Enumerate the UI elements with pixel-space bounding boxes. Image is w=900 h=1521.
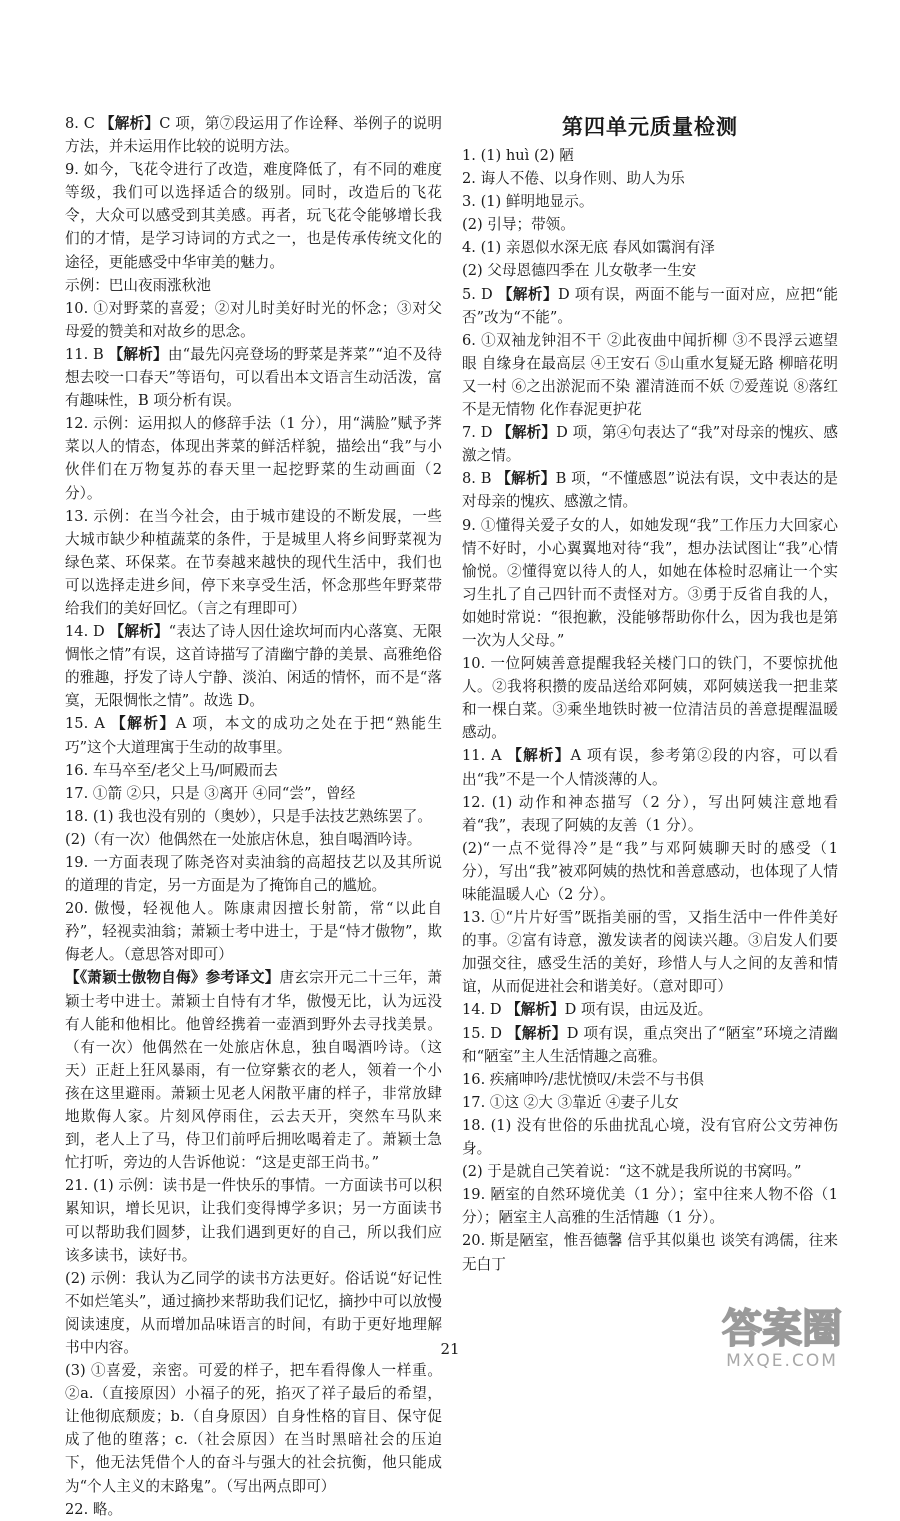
right-column	[462, 112, 838, 1276]
answer-item: 示例：巴山夜雨涨秋池	[65, 276, 211, 294]
left-column	[65, 112, 442, 1521]
answer-item: 8. C 【解析】C 项，第⑦段运用了作诠释、举例子的说明方法，并未运用作比较的说明方法。	[65, 115, 442, 156]
answer-item: 22. 略。	[65, 1500, 123, 1518]
page-number: 21	[440, 1340, 460, 1358]
translation-passage: 20. 斯是陋室，惟吾德馨 信乎其似巢也 谈笑有鸿儒，往来无白丁	[462, 1232, 838, 1273]
answer-item: 3. (1) 鲜明地显示。	[462, 193, 594, 211]
watermark-logo	[704, 1296, 860, 1372]
answer-item: 9. ①懂得关爱子女的人，如她发现“我”工作压力大回家心情不好时，小心翼翼地对待“我”，想办法试图让“我”心情愉悦。②懂得宽以待人的人，如她在体检时忍痛让一个实习生扎了自己四针而不责怪对方。③勇于反省自我的人，如她时常说：“很抱歉，没能够帮助你什么，因为我也是第一次为人父母。”	[462, 516, 838, 649]
answer-item: (2) 示例：我认为乙同学的读书方法更好。俗话说“好记性不如烂笔头”，通过摘抄来帮助我们记忆，摘抄中可以放慢阅读速度，从而增加品味语言的时间，有助于更好地理解书中内容。	[65, 1269, 442, 1356]
answer-item: (3) ①喜爱，亲密。可爱的样子，把车看得像人一样重。②a.（直接原因）小福子的死，掐灭了祥子最后的希望，让他彻底颓废；b.（自身原因）自身性格的盲目、保守促成了他的堕落；c.（社会原因）在当时黑暗社会的压迫下，他无法凭借个人的奋斗与强大的社会抗衡，他只能成为“个人主义的末路鬼”。（写出两点即可）	[65, 1362, 442, 1495]
answer-item: 18. (1) 没有世俗的乐曲扰乱心境，没有官府公文劳神伤身。	[462, 1116, 838, 1158]
answer-item: 18. (1) 我也没有别的（奥妙），只是手法技艺熟练罢了。	[65, 807, 432, 825]
analysis-tag: 【解析】	[99, 115, 160, 132]
answer-item: 14. D 【解析】“表达了诗人因仕途坎坷而内心落寞、无限惆怅之情”有误，这首诗描写了清幽宁静的美景、高雅绝俗的雅趣，抒发了诗人宁静、淡泊、闲适的情怀，而不是“落寞，无限惆怅之情”。故选 D。	[65, 623, 442, 710]
answer-item: 10. 一位阿姨善意提醒我轻关楼门口的铁门，不要惊扰他人。②我将积攒的废品送给邓阿姨，邓阿姨送我一把韭菜和一棵白菜。③乘坐地铁时被一位清洁员的善意提醒温暖感动。	[462, 655, 838, 742]
analysis-tag: 【解析】	[506, 1024, 567, 1042]
answer-item: 16. 疾痛呻吟/悲忧愤叹/未尝不与书俱	[462, 1070, 704, 1088]
answer-item: 9. 如今，飞花令进行了改造，难度降低了，有不同的难度等级，我们可以选择适合的级别。同时，改造后的飞花令，大众可以感受到其美感。再者，玩飞花令能够增长我们的才情，是学习诗词的方式之一，也是传承传统文化的途径，更能感受中华审美的魅力。	[65, 161, 442, 271]
analysis-tag: 【《萧颖士傲物自侮》参考译文】	[65, 969, 280, 987]
answer-item: 11. B 【解析】由“最先闪亮登场的野菜是荠菜”“迫不及待想去咬一口春天”等语句，可以看出本文语言生动活泼，富有趣味性，B 项分析有误。	[65, 345, 442, 410]
answer-item: 1. (1) huì (2) 陋	[462, 147, 574, 164]
analysis-tag: 【解析】	[507, 747, 571, 765]
answer-item: 12. (1) 动作和神态描写（2 分），写出阿姨注意地看着“我”，表现了阿姨的友善（1 分）。	[462, 793, 838, 834]
answer-item: 16. 车马卒至/老父上马/呵殿而去	[65, 761, 278, 779]
answer-item: (2)（有一次）他偶然在一处旅店休息，独自喝酒吟诗。	[65, 830, 422, 848]
answer-item: 13. 示例：在当今社会，由于城市建设的不断发展，一些大城市缺少种植蔬菜的条件，于是城里人将乡间野菜视为绿色菜、环保菜。在节奏越来越快的现代生活中，我们也可以选择走进乡间，停下来享受生活，怀念那些年野菜带给我们的美好回忆。（言之有理即可）	[65, 507, 442, 617]
answer-item: 21. (1) 示例：读书是一件快乐的事情。一方面读书可以积累知识，增长见识，让我们变得博学多识；另一方面读书可以帮助我们圆梦，让我们遇到更好的自己，所以我们应该多读书，读好书。	[65, 1177, 442, 1264]
analysis-tag: 【解析】	[108, 345, 168, 363]
translation-passage: 【《萧颖士傲物自侮》参考译文】唐玄宗开元二十三年，萧颖士考中进士。萧颖士自恃有才华，傲慢无比，认为远没有人能和他相比。他曾经携着一壶酒到野外去寻找美景。（有一次）他偶然在一处旅店休息，独自喝酒吟诗。（这天）正赶上狂风暴雨，有一位穿紫衣的老人，领着一个小孩在这里避雨。萧颖士见老人闲散平庸的样子，非常放肆地欺侮人家。片刻风停雨住，云去天开，突然车马队来到，老人上了马，侍卫们前呼后拥吆喝着走了。萧颖士急忙打听，旁边的人告诉他说：“这是吏部王尚书。”	[65, 969, 442, 1172]
analysis-tag: 【解析】	[111, 715, 176, 733]
answer-item: 19. 一方面表现了陈尧咨对卖油翁的高超技艺以及其所说的道理的肯定，另一方面是为了掩饰自己的尴尬。	[65, 854, 442, 895]
analysis-tag: 【解析】	[496, 470, 556, 488]
analysis-tag: 【解析】	[506, 1001, 565, 1019]
answer-item: 11. A 【解析】A 项有误，参考第②段的内容，可以看出“我”不是一个人情淡薄的人。	[462, 747, 838, 788]
answer-item: 4. (1) 亲恩似水深无底 春风如霭润有泽	[462, 239, 715, 257]
watermark-url: MXQE.COM	[726, 1351, 838, 1371]
answer-item: 19. 陋室的自然环境优美（1 分）；室中往来人物不俗（1 分）；陋室主人高雅的生活情趣（1 分）。	[462, 1186, 838, 1227]
answer-item: 15. D 【解析】D 项有误，重点突出了“陋室”环境之清幽和“陋室”主人生活情趣之高雅。	[462, 1024, 839, 1065]
answer-item: (2) 于是就自己笑着说：“这不就是我所说的书窝吗。”	[462, 1163, 802, 1181]
answer-item: (2) 引导；带领。	[462, 216, 575, 234]
answer-item: 6. ①双袖龙钟泪不干 ②此夜曲中闻折柳 ③不畏浮云遮望眼 自缘身在最高层 ④王安石 ⑤山重水复疑无路 柳暗花明又一村 ⑥之出淤泥而不染 濯清涟而不妖 ⑦爱莲说 ⑧落红不是无情物 化作春泥更护花	[462, 331, 838, 419]
answer-item: 14. D 【解析】D 项有误，由远及近。	[462, 1001, 713, 1019]
answer-item: (2) 父母恩德四季在 儿女敬孝一生安	[462, 262, 697, 280]
answer-item: 20. 傲慢，轻视他人。陈康肃因擅长射箭，常“以此自矜”，轻视卖油翁；萧颖士考中进士，于是“恃才傲物”，欺侮老人。（意思答对即可）	[65, 900, 442, 964]
answer-item: 10. ①对野菜的喜爱；②对儿时美好时光的怀念；③对父母爱的赞美和对故乡的思念。	[65, 299, 442, 340]
answer-item: 7. D 【解析】D 项，第④句表达了“我”对母亲的愧疚、感激之情。	[462, 424, 838, 465]
answer-item: 5. D 【解析】D 项有误，两面不能与一面对应，应把“能否”改为“不能”。	[462, 285, 838, 326]
watermark-text: 答案圈	[722, 1306, 842, 1352]
answer-item: 2. 诲人不倦、以身作则、助人为乐	[462, 170, 685, 188]
answer-item: 13. ①“片片好雪”既指美丽的雪，又指生活中一件件美好的事。②富有诗意，激发读者的阅读兴趣。③启发人们要加强交往，感受生活的美好，珍惜人与人之间的友善和情谊，从而促进社会和谐美好。（意对即可）	[462, 909, 838, 996]
section-heading: 第四单元质量检测	[562, 115, 738, 139]
answer-item: 8. B 【解析】B 项，“不懂感恩”说法有误，文中表达的是对母亲的愧疚、感激之情。	[462, 470, 838, 511]
analysis-tag: 【解析】	[497, 424, 557, 442]
answer-item: 12. 示例：运用拟人的修辞手法（1 分），用“满脸”赋予荠菜以人的情态，体现出荠菜的鲜活样貌，描绘出“我”与小伙伴们在万物复苏的春天里一起挖野菜的生动画面（2 分）。	[65, 415, 442, 502]
answer-item: 17. ①这 ②大 ③靠近 ④妻子儿女	[462, 1093, 679, 1111]
answer-item: (2)“一点不觉得冷”是“我”与邓阿姨聊天时的感受（1 分），写出“我”被邓阿姨的热忱和善意感动，也体现了人情味能温暖人心（2 分）。	[462, 839, 838, 903]
answer-item: 17. ①箭 ②只，只是 ③离开 ④同“尝”，曾经	[65, 784, 356, 802]
analysis-tag: 【解析】	[109, 623, 169, 641]
analysis-tag: 【解析】	[497, 285, 558, 303]
answer-item: 15. A 【解析】A 项，本文的成功之处在于把“熟能生巧”这个大道理寓于生动的故事里。	[65, 715, 442, 756]
